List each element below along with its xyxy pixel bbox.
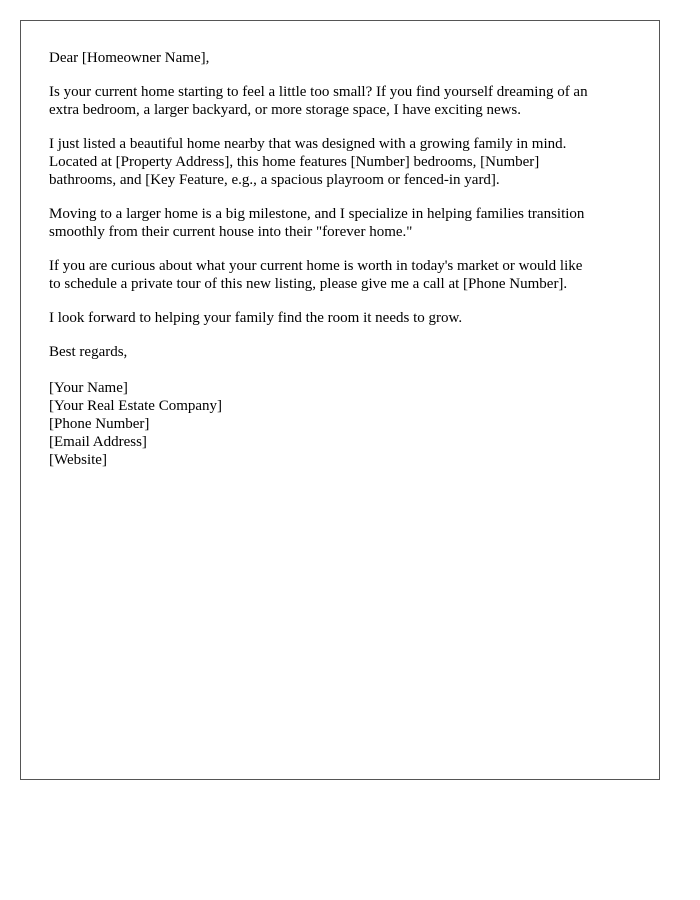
- letter-frame: [20, 20, 660, 780]
- signature-website: [Website]: [49, 452, 107, 468]
- letter-paragraph-5: I look forward to helping your family find the room it needs to grow.: [49, 310, 463, 326]
- signature-company: [Your Real Estate Company]: [49, 398, 223, 414]
- signature-block: [49, 379, 639, 469]
- letter-closing: Best regards,: [49, 344, 128, 360]
- signature-name: [Your Name]: [49, 380, 128, 396]
- signature-email: [Email Address]: [49, 434, 147, 450]
- letter-paragraph-2: I just listed a beautiful home nearby that was designed with a growing family in mind. Located at [Property Address], this home features [Number] bedrooms, [Number] bathrooms, and [Key Feature, e.g., a spacious playroom or fenced-in yard].: [49, 136, 567, 188]
- letter-paragraph-1: Is your current home starting to feel a little too small? If you find yourself dreaming of an extra bedroom, a larger backyard, or more storage space, I have exciting news.: [49, 84, 588, 118]
- signature-phone: [Phone Number]: [49, 416, 150, 432]
- letter-paragraph-4: If you are curious about what your current home is worth in today's market or would like to schedule a private tour of this new listing, please give me a call at [Phone Number].: [49, 258, 583, 292]
- letter-body: [49, 49, 639, 469]
- letter-paragraph-3: Moving to a larger home is a big milestone, and I specialize in helping families transition smoothly from their current house into their "forever home.": [49, 206, 585, 240]
- letter-greeting: Dear [Homeowner Name],: [49, 50, 210, 66]
